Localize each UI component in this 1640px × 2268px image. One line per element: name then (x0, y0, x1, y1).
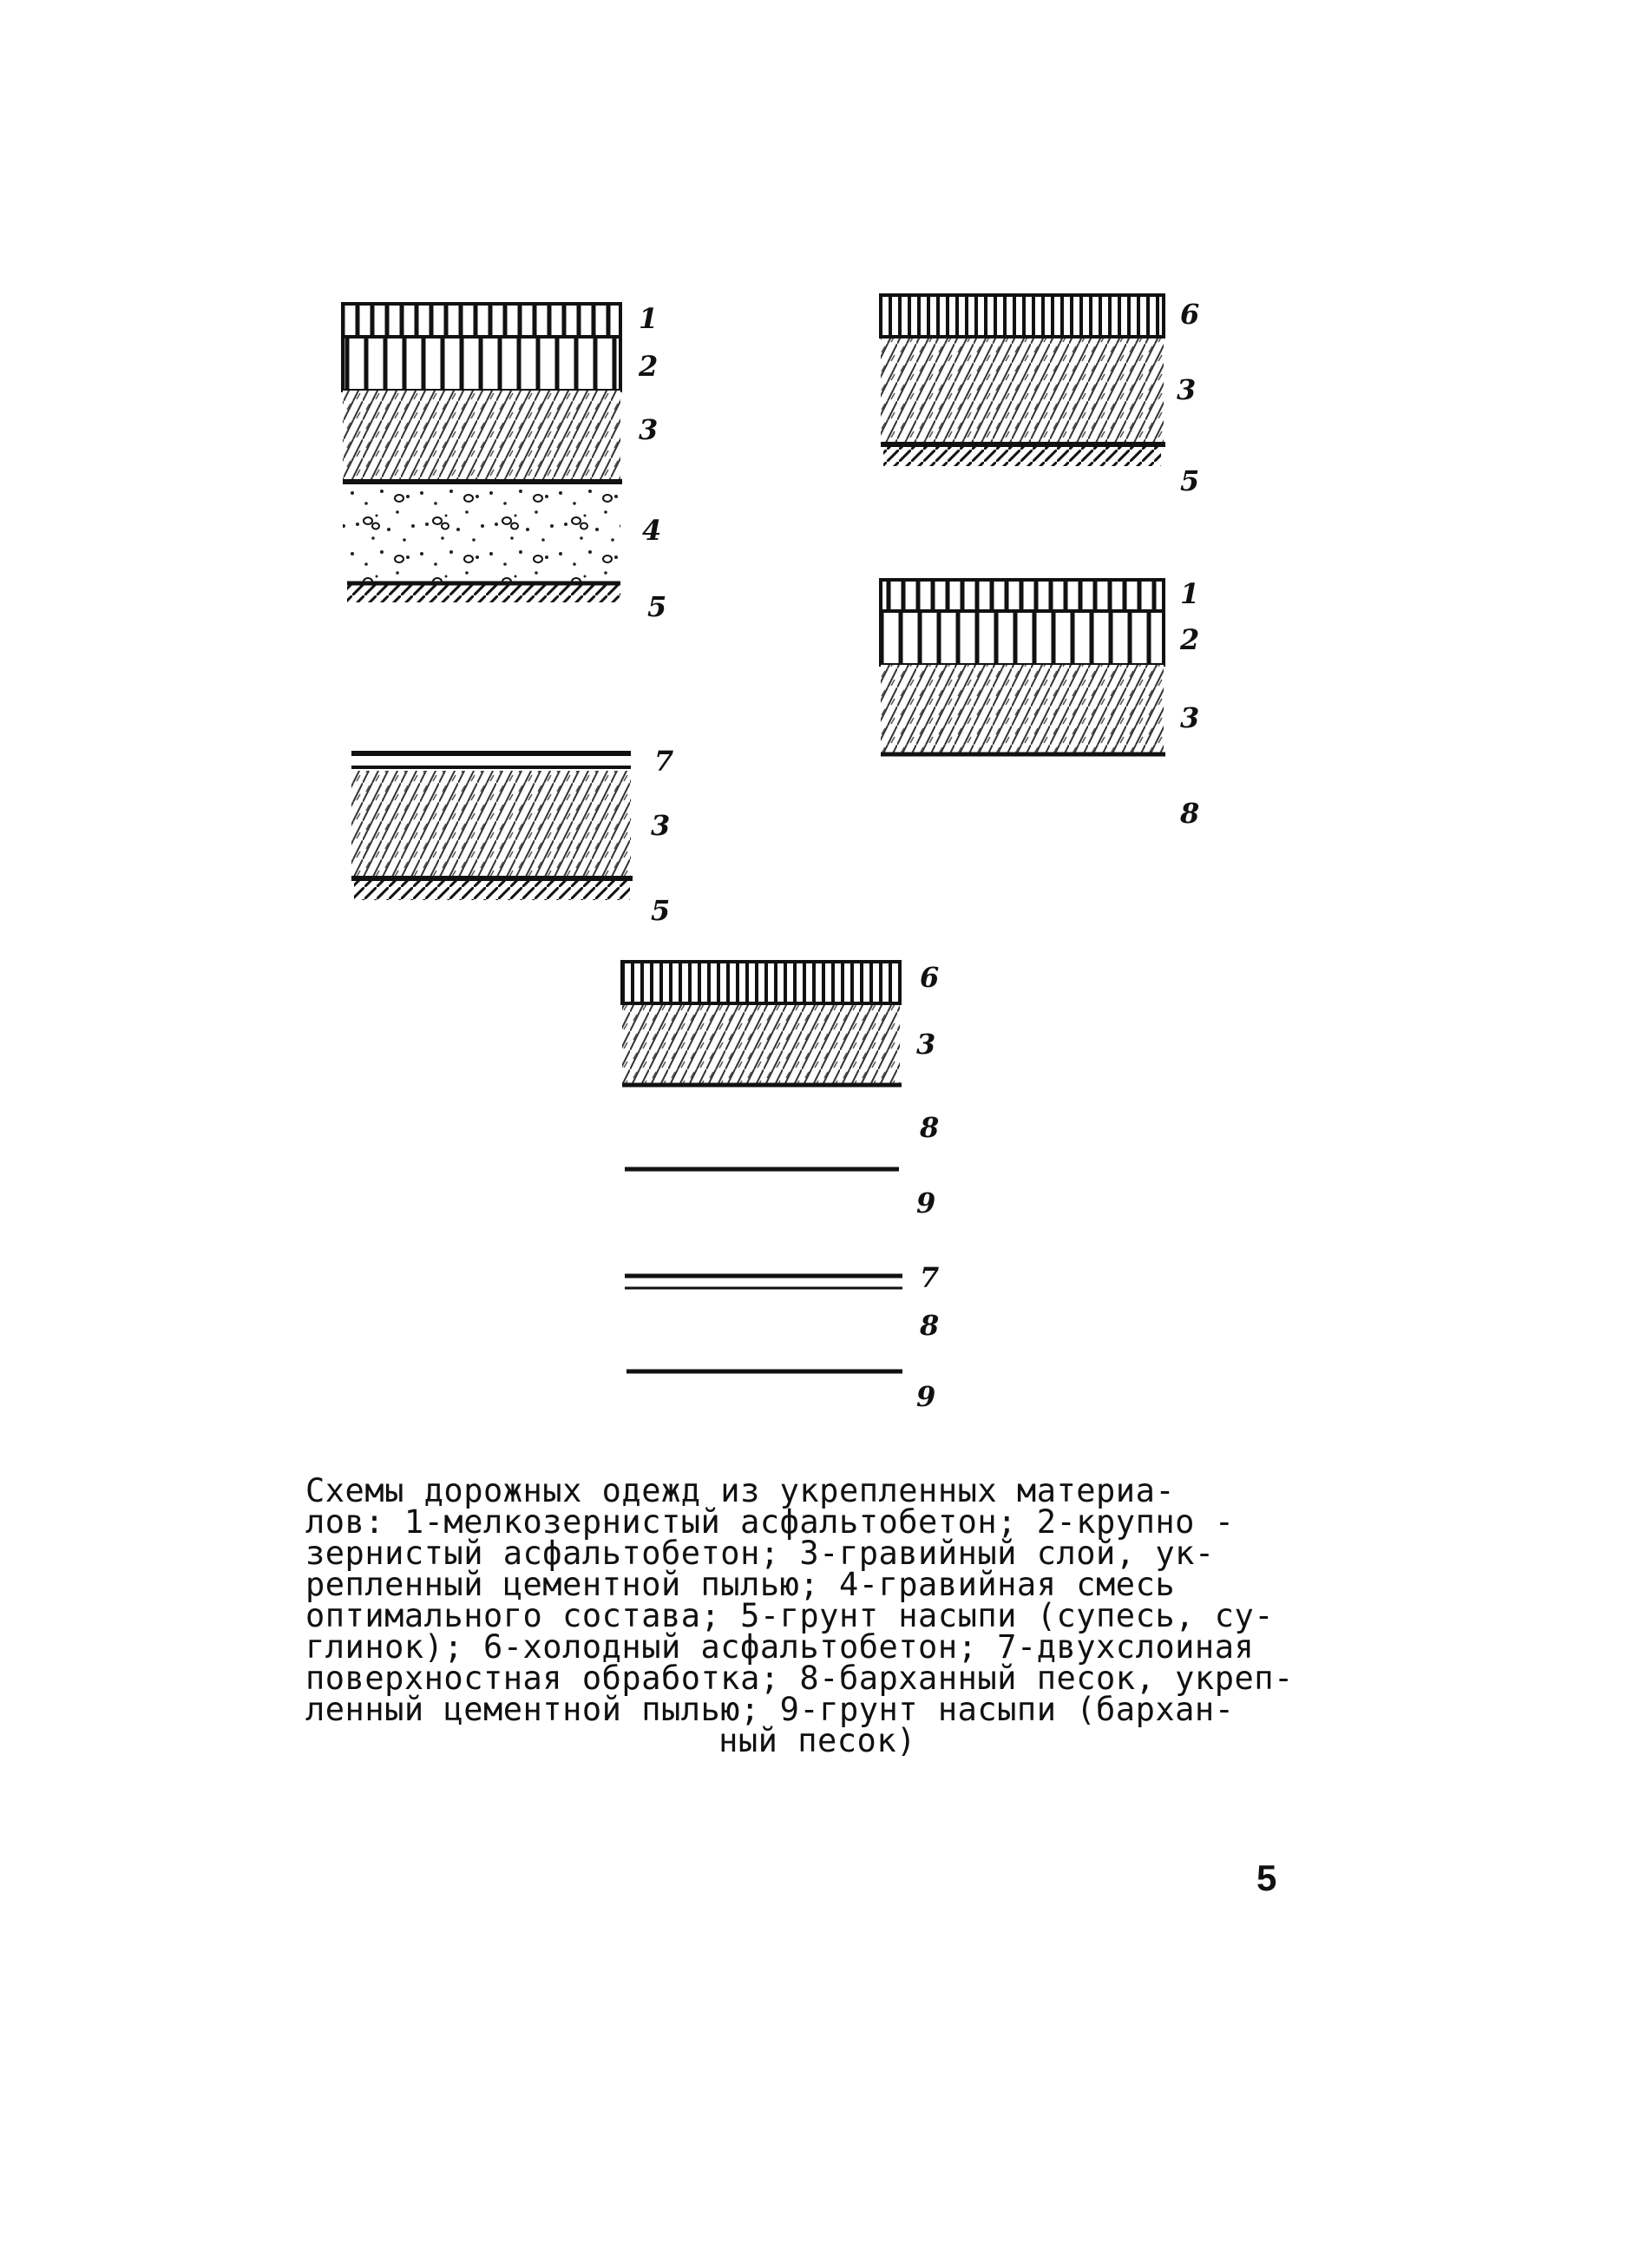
layer-number-label: 3 (1177, 373, 1197, 406)
caption-line: зернистый асфальтобетон; 3-гравийный слой, ук- (305, 1535, 1215, 1572)
layer-number-label: 3 (639, 413, 659, 446)
layer-number-label: 6 (920, 961, 940, 994)
layer-number-label: 2 (639, 350, 659, 383)
layer-embankment-soil (354, 881, 630, 900)
layer-number-label: 9 (916, 1187, 936, 1219)
caption-line: ленный цементной пылью; 9-грунт насыпи (бархан- (305, 1691, 1235, 1728)
page-number: 5 (1256, 1857, 1277, 1898)
scheme-3 (881, 577, 1199, 830)
layer-gravel-cement (343, 391, 620, 482)
layer-coarse-asphalt (343, 337, 620, 391)
layer-number-label: 3 (651, 809, 671, 842)
layer-fine-asphalt (881, 580, 1164, 611)
layer-number-label: 2 (1180, 623, 1200, 656)
layer-number-label: 3 (916, 1028, 936, 1061)
layer-number-label: 1 (1180, 577, 1200, 610)
layer-gravel-cement (881, 665, 1164, 753)
layer-number-label: 7 (920, 1261, 940, 1294)
layer-number-label: 3 (1180, 701, 1200, 734)
layer-number-label: 1 (639, 302, 659, 335)
caption-line: ный песок) (718, 1722, 916, 1759)
layer-gravel-cement (881, 339, 1164, 444)
scheme-4 (351, 745, 673, 927)
layer-number-label: 4 (642, 514, 662, 547)
layer-cold-asphalt (881, 295, 1164, 337)
layer-embankment-soil (883, 447, 1161, 466)
scheme-2 (881, 295, 1199, 497)
layer-number-label: 8 (920, 1111, 940, 1144)
layer-fine-asphalt (343, 304, 620, 337)
figure-caption (305, 1472, 1295, 1759)
layer-number-label: 9 (916, 1380, 936, 1413)
layer-number-label: 8 (1180, 797, 1200, 830)
layer-cold-asphalt (622, 962, 900, 1003)
caption-line: репленный цементной пылью; 4-гравийная смесь (305, 1566, 1176, 1603)
layer-number-label: 6 (1180, 298, 1200, 331)
layer-embankment-soil (347, 583, 620, 602)
layer-number-label: 7 (654, 745, 674, 778)
layer-number-label: 5 (1180, 464, 1200, 497)
layer-number-label: 5 (651, 894, 671, 927)
layer-gravel-mix (343, 484, 620, 582)
scheme-1 (343, 302, 666, 623)
layer-number-label: 8 (920, 1309, 940, 1342)
caption-line: глинок); 6-холодный асфальтобетон; 7-двухслоиная (305, 1628, 1255, 1666)
scheme-5 (622, 961, 939, 1413)
layer-coarse-asphalt (881, 611, 1164, 665)
layer-number-label: 5 (647, 590, 667, 623)
caption-line: оптимального состава; 5-грунт насыпи (супесь, су- (305, 1597, 1275, 1634)
caption-line: Схемы дорожных одежд из укрепленных материа- (305, 1472, 1176, 1509)
caption-line: поверхностная обработка; 8-барханный песок, укреп- (305, 1660, 1294, 1697)
layer-gravel-cement (622, 1005, 900, 1085)
caption-line: лов: 1-мелкозернистый асфальтобетон; 2-крупно - (305, 1503, 1235, 1541)
layer-gravel-cement (351, 771, 631, 878)
